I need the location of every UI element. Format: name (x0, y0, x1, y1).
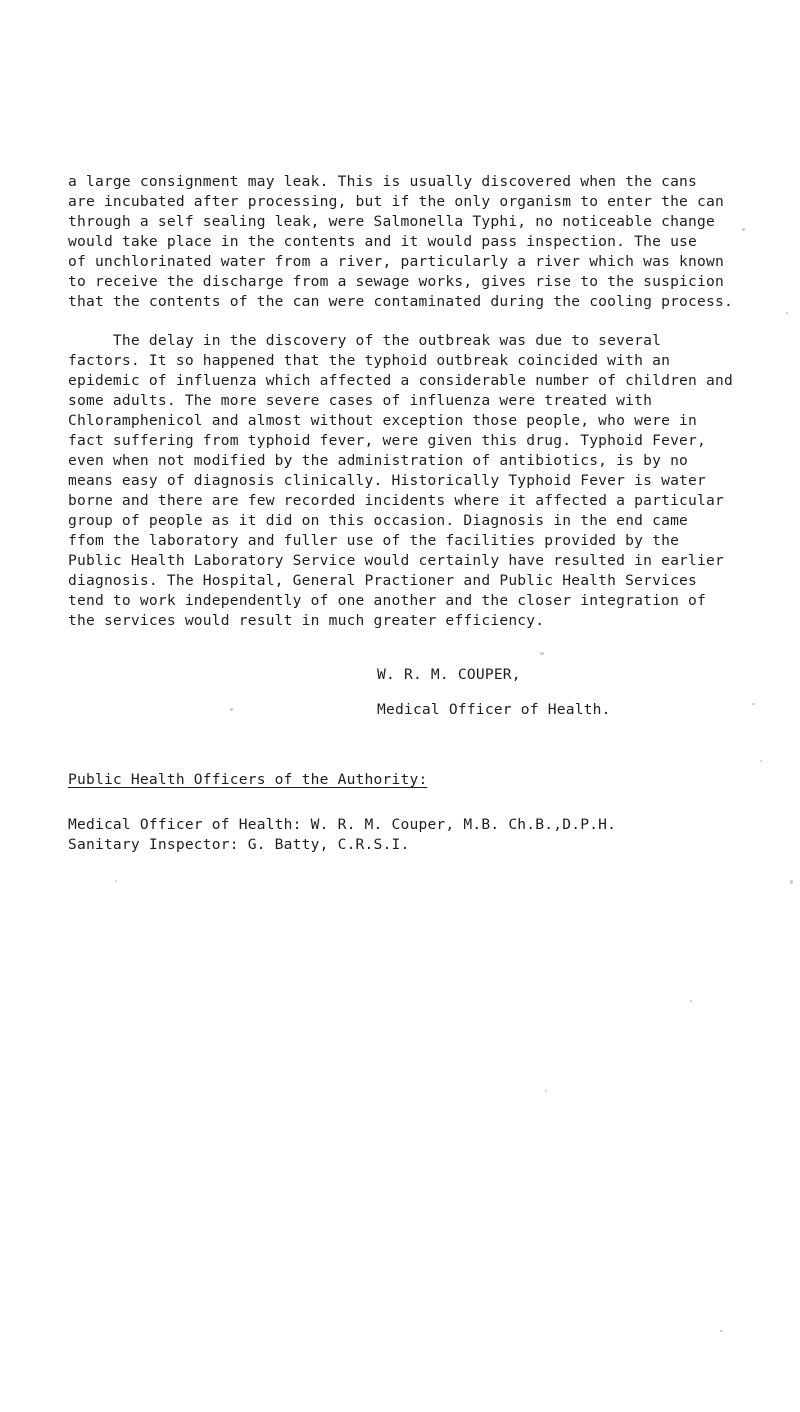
text-line: Chloramphenicol and almost without exception those people, who were in (68, 412, 698, 429)
signatory-title: Medical Officer of Health. (377, 701, 611, 718)
text-line: through a self sealing leak, were Salmonella Typhi, no noticeable change (68, 213, 716, 230)
scan-speck (752, 703, 755, 705)
text-line: even when not modified by the administration of antibiotics, is by no (68, 452, 689, 469)
scan-speck (760, 760, 762, 762)
text-line: means easy of diagnosis clinically. Historically Typhoid Fever is water (68, 472, 707, 489)
scan-speck (786, 312, 788, 314)
scan-speck (545, 1090, 547, 1092)
officer-line: Medical Officer of Health: W. R. M. Couper, M.B. Ch.B.,D.P.H. (68, 816, 617, 833)
scan-speck (720, 1330, 723, 1332)
scan-speck (230, 708, 233, 711)
text-line: fact suffering from typhoid fever, were given this drug. Typhoid Fever, (68, 432, 707, 449)
text-line: to receive the discharge from a sewage works, gives rise to the suspicion (68, 273, 724, 290)
text-line: borne and there are few recorded incidents where it affected a particular (68, 492, 724, 509)
scan-speck (540, 652, 544, 655)
scan-speck (790, 880, 793, 884)
text-line: a large consignment may leak. This is usually discovered when the cans (68, 173, 698, 190)
text-line: group of people as it did on this occasion. Diagnosis in the end came (68, 512, 689, 529)
officer-line: Sanitary Inspector: G. Batty, C.R.S.I. (68, 836, 410, 853)
text-line: epidemic of influenza which affected a considerable number of children and (68, 372, 733, 389)
text-line: the services would result in much greater efficiency. (68, 612, 545, 629)
text-line: factors. It so happened that the typhoid outbreak coincided with an (68, 352, 671, 369)
scan-speck (690, 1000, 692, 1002)
signatory-name: W. R. M. COUPER, (377, 666, 521, 683)
scan-speck (115, 880, 117, 882)
text-line: that the contents of the can were contaminated during the cooling process. (68, 293, 733, 310)
text-line: of unchlorinated water from a river, particularly a river which was known (68, 253, 724, 270)
text-line: The delay in the discovery of the outbreak was due to several (68, 332, 662, 349)
scan-speck (742, 228, 745, 231)
text-line: Public Health Laboratory Service would certainly have resulted in earlier (68, 552, 724, 569)
text-line: diagnosis. The Hospital, General Practioner and Public Health Services (68, 572, 698, 589)
section-heading: Public Health Officers of the Authority: (68, 771, 428, 788)
text-line: would take place in the contents and it would pass inspection. The use (68, 233, 698, 250)
text-line: are incubated after processing, but if the only organism to enter the can (68, 193, 724, 210)
text-line: tend to work independently of one another and the closer integration of (68, 592, 707, 609)
text-line: ffom the laboratory and fuller use of the facilities provided by the (68, 532, 680, 549)
text-line: some adults. The more severe cases of influenza were treated with (68, 392, 653, 409)
